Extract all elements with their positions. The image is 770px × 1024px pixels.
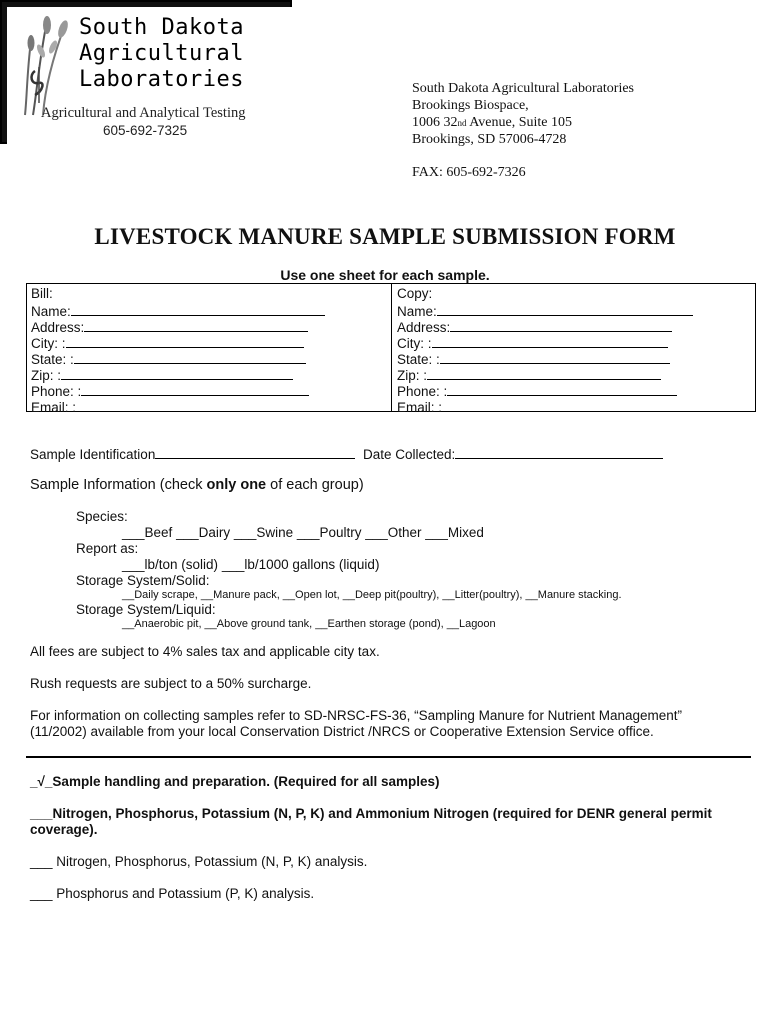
rush-note: Rush requests are subject to a 50% surcharge. [30, 676, 312, 691]
analysis-pk[interactable]: ___ Phosphorus and Potassium (P, K) analysis. [30, 886, 315, 901]
logo-line-3: Laboratories [79, 67, 244, 92]
species-dairy[interactable]: ___Dairy [176, 525, 231, 540]
bill-copy-table [26, 283, 756, 415]
species-beef[interactable]: ___Beef [122, 525, 173, 540]
copy-city-field[interactable]: City: : [397, 334, 668, 352]
report-lb-gallons[interactable]: ___lb/1000 gallons (liquid) [221, 557, 380, 572]
address-street: 1006 32nd Avenue, Suite 105 [412, 115, 573, 130]
bill-city-field[interactable]: City: : [31, 334, 304, 352]
form-title: LIVESTOCK MANURE SAMPLE SUBMISSION FORM [94, 224, 676, 249]
storage-solid-label: Storage System/Solid: [76, 573, 210, 588]
section-divider [26, 756, 751, 758]
analysis-npk[interactable]: ___ Nitrogen, Phosphorus, Potassium (N, P, K) analysis. [30, 854, 368, 869]
bill-heading: Bill: [31, 286, 53, 301]
info-note-line-1: For information on collecting samples refer to SD-NRSC-FS-36, “Sampling Manure for Nutrient Management” [30, 708, 683, 723]
report-as-options[interactable] [122, 557, 379, 572]
wheat-icon [13, 11, 75, 119]
address-org: South Dakota Agricultural Laboratories [412, 81, 634, 96]
fees-note: All fees are subject to 4% sales tax and applicable city tax. [30, 644, 380, 659]
species-mixed[interactable]: ___Mixed [425, 525, 484, 540]
copy-state-field[interactable]: State: : [397, 350, 670, 368]
lab-logo [0, 0, 292, 144]
form-subtitle: Use one sheet for each sample. [280, 267, 490, 283]
copy-name-field[interactable]: Name: [397, 302, 693, 320]
copy-email-field[interactable]: Email: : [397, 398, 674, 416]
storage-liquid-label: Storage System/Liquid: [76, 602, 216, 617]
address-city: Brookings, SD 57006-4728 [412, 132, 567, 147]
species-label: Species: [76, 509, 128, 524]
info-note-line-2: (11/2002) available from your local Conservation District /NRCS or Cooperative Extension Service office. [30, 724, 654, 739]
logo-tagline: Agricultural and Analytical Testing [41, 105, 246, 121]
copy-zip-field[interactable]: Zip: : [397, 366, 661, 384]
bill-phone-field[interactable]: Phone: : [31, 382, 309, 400]
copy-phone-field[interactable]: Phone: : [397, 382, 677, 400]
address-fax: FAX: 605-692-7326 [412, 165, 526, 180]
logo-line-1: South Dakota [79, 15, 244, 40]
analysis-npk-ammonium[interactable]: ___Nitrogen, Phosphorus, Potassium (N, P, K) and Ammonium Nitrogen (required for DENR general permit [30, 806, 712, 821]
bill-name-field[interactable]: Name: [31, 302, 325, 320]
table-divider [391, 284, 392, 411]
storage-solid-options[interactable]: __Daily scrape, __Manure pack, __Open lot, __Deep pit(poultry), __Litter(poultry), __Manure stacking. [122, 589, 622, 601]
date-collected-field[interactable]: Date Collected: [363, 445, 663, 462]
bill-address-field[interactable]: Address: [31, 318, 308, 336]
report-as-label: Report as: [76, 541, 139, 556]
sample-information-heading: Sample Information (check only one of each group) [30, 477, 364, 493]
logo-line-2: Agricultural [79, 41, 244, 66]
copy-heading: Copy: [397, 286, 433, 301]
species-other[interactable]: ___Other [365, 525, 422, 540]
logo-phone: 605-692-7325 [103, 123, 188, 138]
bill-zip-field[interactable]: Zip: : [31, 366, 293, 384]
species-poultry[interactable]: ___Poultry [296, 525, 362, 540]
bill-state-field[interactable]: State: : [31, 350, 306, 368]
copy-address-field[interactable]: Address: [397, 318, 672, 336]
analysis-handling[interactable]: _√_Sample handling and preparation. (Required for all samples) [30, 774, 440, 789]
storage-liquid-options[interactable]: __Anaerobic pit, __Above ground tank, __Earthen storage (pond), __Lagoon [122, 618, 496, 630]
analysis-npk-ammonium-cont: coverage). [30, 822, 98, 837]
species-swine[interactable]: ___Swine [233, 525, 294, 540]
sample-identification-field[interactable]: Sample Identification [30, 445, 355, 462]
address-building: Brookings Biospace, [412, 98, 529, 113]
report-lb-ton[interactable]: ___lb/ton (solid) [122, 557, 219, 572]
bill-email-field[interactable]: Email: : [31, 398, 308, 416]
species-options[interactable] [122, 525, 484, 540]
